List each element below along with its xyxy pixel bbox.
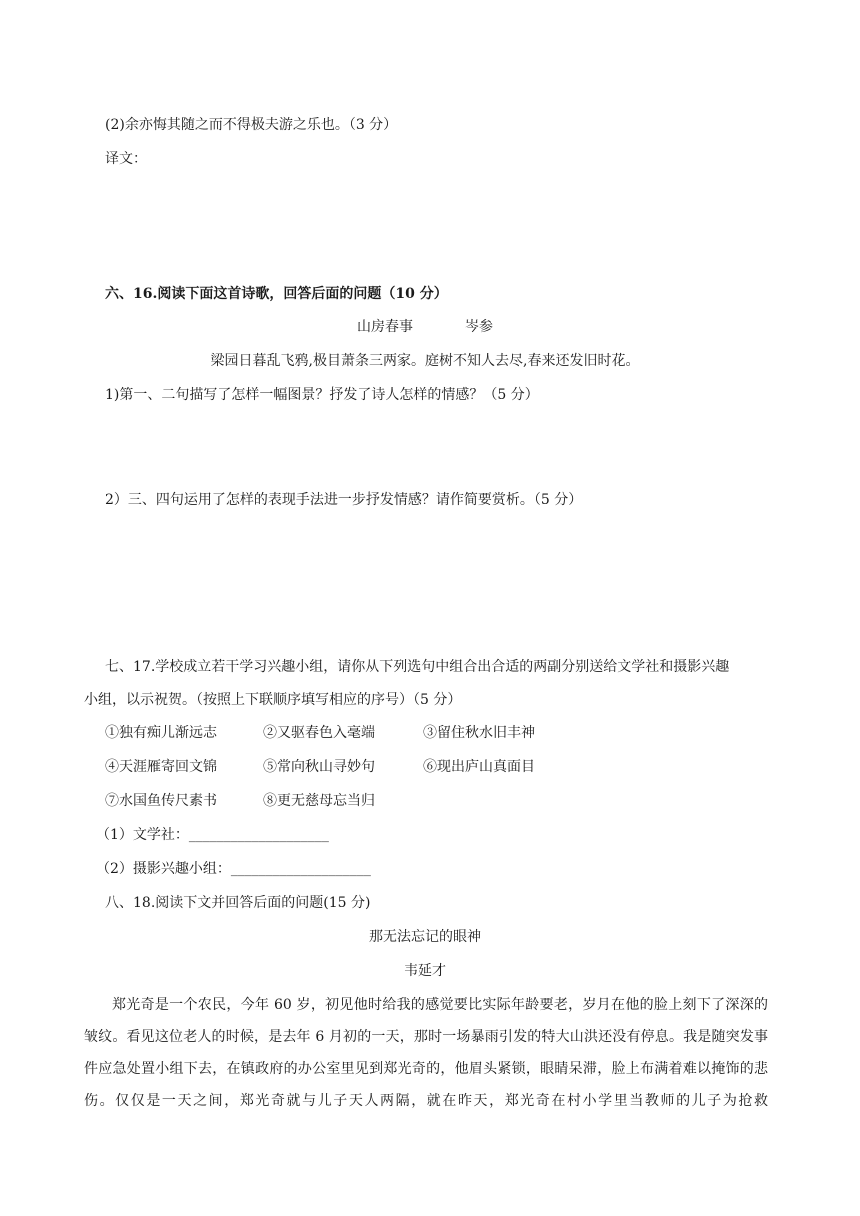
option-row-2 [105,757,535,777]
answer-literature-club: （1）文学社：____________________ [96,827,329,843]
article-paragraph: 郑光奇是一个农民，今年 60 岁，初见他时给我的感觉要比实际年龄要老，岁月在他的脸上刻下了深深的皱纹。看见这位老人的时候，是去年 6 月初的一天，那时一场暴雨引发的特大山洪还没有停息。我是随突发事件应急处置小组下去，在镇政府的办公室里见到郑光奇的，他眉头紧锁，眼睛呆滞，脸上布满着难以掩饰的悲伤。仅仅是一天之间，郑光奇就与儿子天人两隔，就在昨天，郑光奇在村小学里当教师的儿子为抢救 [84,997,768,1109]
poem-title-line [84,317,766,337]
section6-question1: 1)第一、二句描写了怎样一幅图景？抒发了诗人怎样的情感？（5 分） [105,387,539,403]
section6-heading: 六、16.阅读下面这首诗歌，回答后面的问题（10 分） [105,286,448,302]
option-4: ④天涯雁寄回文锦 [105,759,217,775]
section6-question2: 2）三、四句运用了怎样的表现手法进一步抒发情感？请作简要赏析。（5 分） [105,492,583,508]
poem-text: 梁园日暮乱飞鸦,极目萧条三两家。庭树不知人去尽,春来还发旧时花。 [210,353,640,369]
option-2: ②又驱春色入毫端 [263,725,375,741]
option-row-1 [105,723,535,743]
option-row-3 [105,791,375,811]
poem-author: 岑参 [465,319,493,335]
option-3: ③留住秋水旧丰神 [423,725,535,741]
option-8: ⑧更无慈母忘当归 [263,793,375,809]
section7-prompt-line2: 小组，以示祝贺。（按照上下联顺序填写相应的序号）（5 分） [84,692,462,708]
answer-photography-group: （2）摄影兴趣小组：____________________ [96,861,371,877]
poem-title: 山房春事 [357,319,413,335]
option-7: ⑦水国鱼传尺素书 [105,793,217,809]
option-5: ⑤常向秋山寻妙句 [263,759,375,775]
article-title: 那无法忘记的眼神 [369,929,481,945]
article-author: 韦延才 [404,963,446,979]
translation-label: 译文： [105,151,147,167]
option-1: ①独有痴儿渐远志 [105,725,217,741]
section7-prompt-line1: 七、17.学校成立若干学习兴趣小组，请你从下列选句中组合出合适的两副分别送给文学社和摄影兴趣 [105,659,730,675]
section5-item2: (2)余亦悔其随之而不得极夫游之乐也。（3 分） [105,117,398,133]
section8-heading: 八、18.阅读下文并回答后面的问题(15 分) [105,895,371,911]
option-6: ⑥现出庐山真面目 [423,759,535,775]
